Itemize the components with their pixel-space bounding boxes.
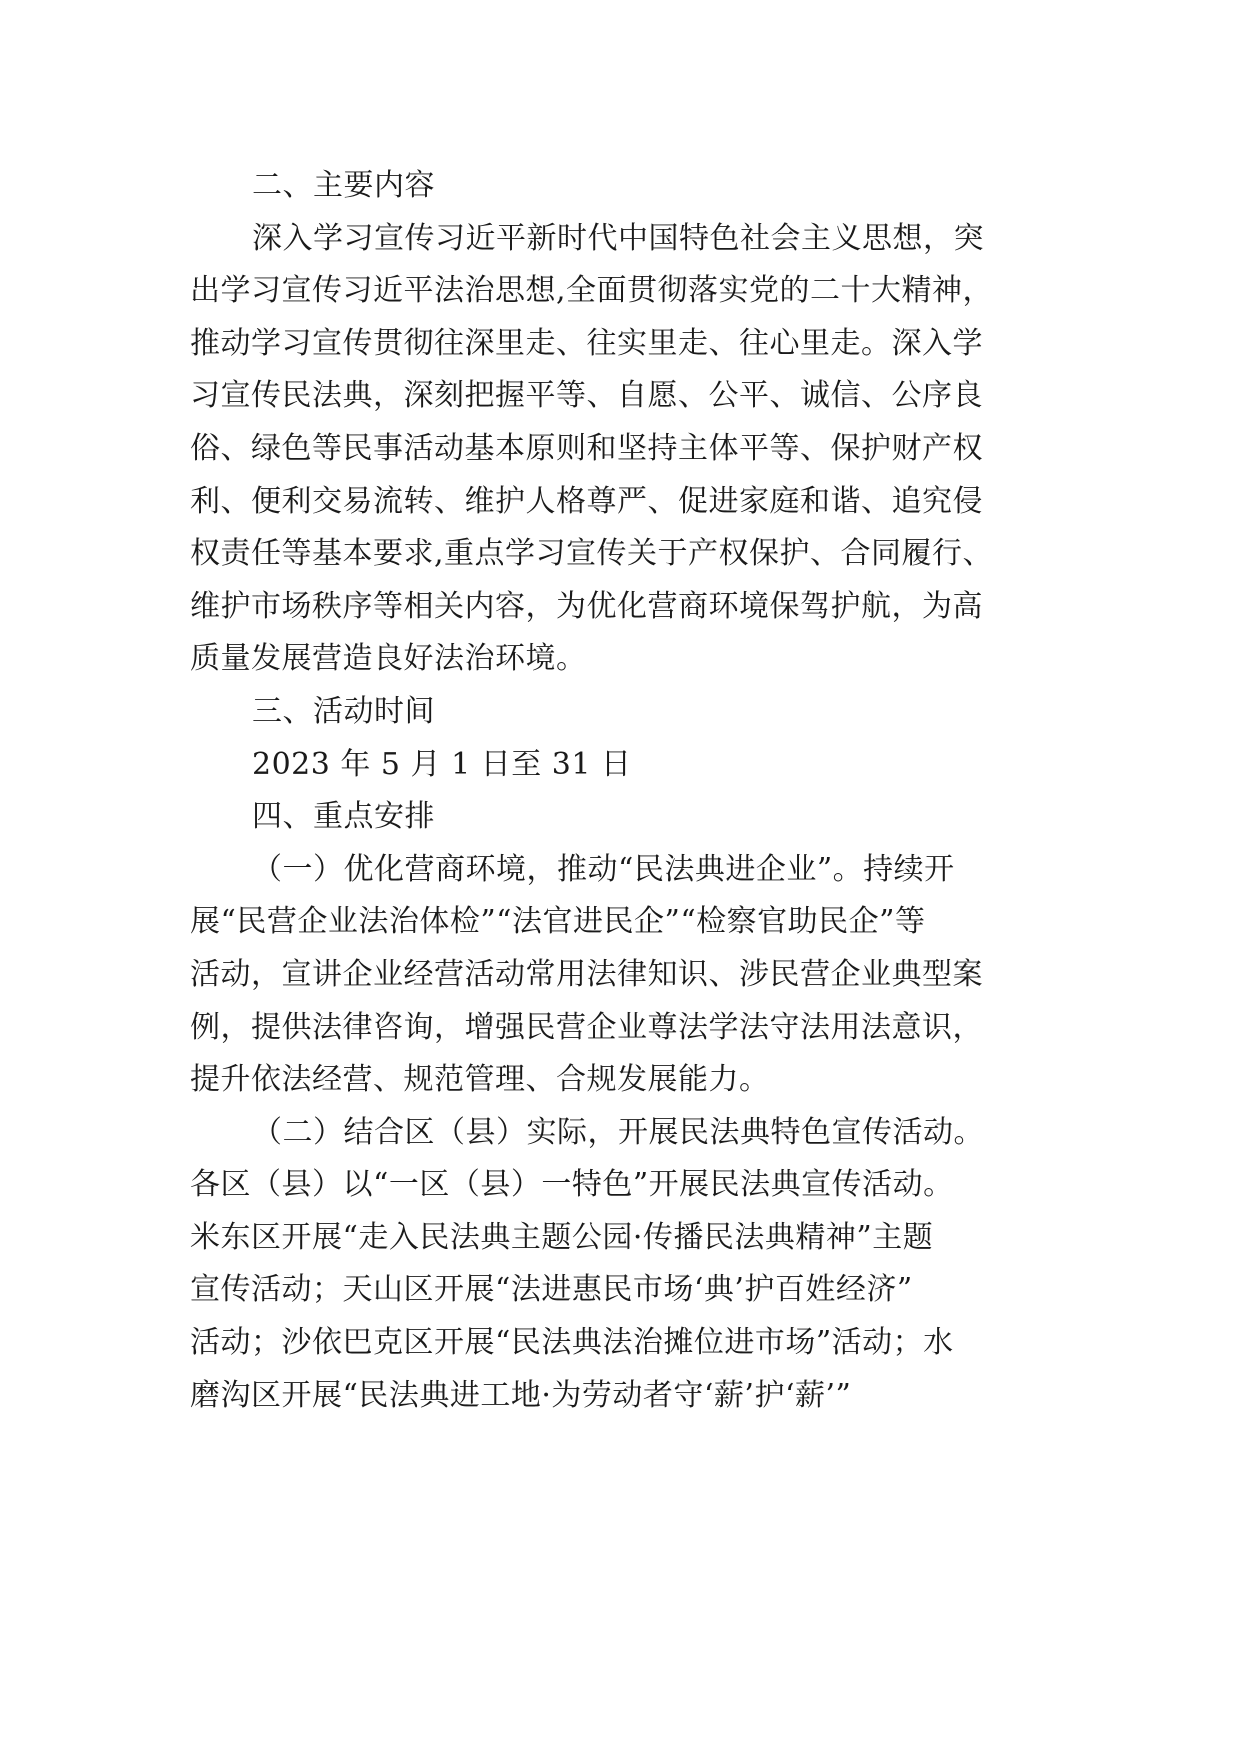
section-heading-activity-time: 三、活动时间: [252, 693, 435, 729]
document-body: [190, 160, 1070, 1422]
paragraph-line: 习宣传民法典，深刻把握平等、自愿、公平、诚信、公序良: [190, 378, 983, 414]
paragraph-line: 例，提供法律咨询，增强民营企业尊法学法守法用法意识，: [190, 1009, 983, 1045]
paragraph-line: 出学习宣传习近平法治思想,全面贯彻落实党的二十大精神，: [190, 273, 994, 309]
paragraph-line: 利、便利交易流转、维护人格尊严、促进家庭和谐、追究侵: [190, 483, 983, 519]
paragraph-line: 维护市场秩序等相关内容，为优化营商环境保驾护航，为高: [190, 588, 983, 624]
paragraph-line: 宣传活动；天山区开展“法进惠民市场‘典’护百姓经济”: [190, 1272, 913, 1308]
paragraph-line: 活动；沙依巴克区开展“民法典法治摊位进市场”活动；水: [190, 1325, 954, 1361]
paragraph-line: （二）结合区（县）实际，开展民法典特色宣传活动。: [252, 1114, 984, 1150]
paragraph-line: 提升依法经营、规范管理、合规发展能力。: [190, 1062, 770, 1098]
paragraph-line: （一）优化营商环境，推动“民法典进企业”。持续开: [252, 851, 955, 887]
paragraph-line: 深入学习宣传习近平新时代中国特色社会主义思想，突: [252, 220, 984, 256]
paragraph-line: 权责任等基本要求,重点学习宣传关于产权保护、合同履行、: [190, 536, 994, 572]
section-heading-key-arrangements: 四、重点安排: [252, 799, 435, 835]
activity-date: 2023 年 5 月 1 日至 31 日: [252, 746, 632, 782]
paragraph-line: 各区（县）以“一区（县）一特色”开展民法典宣传活动。: [190, 1167, 954, 1203]
paragraph-line: 俗、绿色等民事活动基本原则和坚持主体平等、保护财产权: [190, 430, 983, 466]
paragraph-line: 活动，宣讲企业经营活动常用法律知识、涉民营企业典型案: [190, 956, 983, 992]
paragraph-line: 质量发展营造良好法治环境。: [190, 641, 587, 677]
paragraph-line: 推动学习宣传贯彻往深里走、往实里走、往心里走。深入学: [190, 325, 983, 361]
paragraph-line: 展“民营企业法治体检”“法官进民企”“检察官助民企”等: [190, 904, 926, 940]
section-heading-main-content: 二、主要内容: [252, 168, 435, 203]
paragraph-line: 磨沟区开展“民法典进工地·为劳动者守‘薪’护‘薪’”: [190, 1377, 852, 1413]
paragraph-line: 米东区开展“走入民法典主题公园·传播民法典精神”主题: [190, 1219, 934, 1255]
